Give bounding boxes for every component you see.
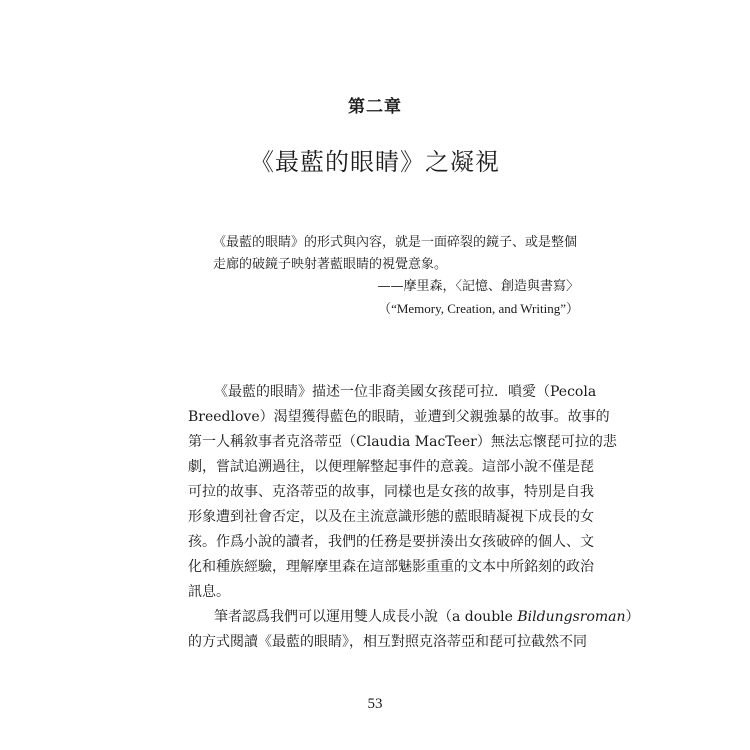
paragraph-line: 化和種族經驗，理解摩里森在這部魅影重重的文本中所銘刻的政治	[188, 559, 594, 575]
italic-term: Bildungsroman	[517, 609, 626, 625]
paragraph-line: 的方式閱讀《最藍的眼睛》，相互對照克洛蒂亞和琵可拉截然不同	[188, 634, 587, 650]
chapter-label: 第二章	[348, 97, 402, 117]
paragraph-line: 劇，嘗試追溯過往，以便理解整起事件的意義。這部小說不僅是琵	[188, 459, 594, 475]
paragraph-line: 《最藍的眼睛》描述一位非裔美國女孩琵可拉．嗩愛（Pecola	[214, 384, 597, 400]
epigraph-attribution-english: （“Memory, Creation, and Writing”）	[378, 301, 579, 316]
paragraph-line: Breedlove）渴望獲得藍色的眼睛，並遭到父親強暴的故事。故事的	[188, 409, 610, 425]
paragraph-text: ）	[625, 609, 640, 625]
paragraph-line	[188, 605, 640, 630]
epigraph-line: 走廊的破鏡子映射著藍眼睛的視覺意象。	[213, 257, 448, 272]
epigraph	[213, 232, 593, 320]
paragraph-line: 孩。作爲小說的讀者，我們的任務是要拼湊出女孩破碎的個人、文	[188, 534, 594, 550]
paragraph-line: 訊息。	[188, 584, 230, 600]
page-number: 53	[367, 696, 383, 712]
epigraph-attribution: ——摩里森，〈記憶、創造與書寫〉	[377, 279, 579, 294]
paragraph-line: 第一人稱敘事者克洛蒂亞（Claudia MacTeer）無法忘懷琵可拉的悲	[188, 434, 617, 450]
chapter-title: 《最藍的眼睛》之凝視	[250, 148, 500, 176]
paragraph-line: 可拉的故事、克洛蒂亞的故事，同樣也是女孩的故事，特別是自我	[188, 484, 594, 500]
paragraph-line: 形象遭到社會否定，以及在主流意識形態的藍眼睛凝視下成長的女	[188, 509, 594, 525]
body-text	[188, 380, 640, 655]
epigraph-line: 《最藍的眼睛》的形式與內容，就是一面碎裂的鏡子、或是整個	[213, 235, 578, 250]
paragraph-text: 筆者認爲我們可以運用雙人成長小說（a double	[214, 609, 518, 625]
